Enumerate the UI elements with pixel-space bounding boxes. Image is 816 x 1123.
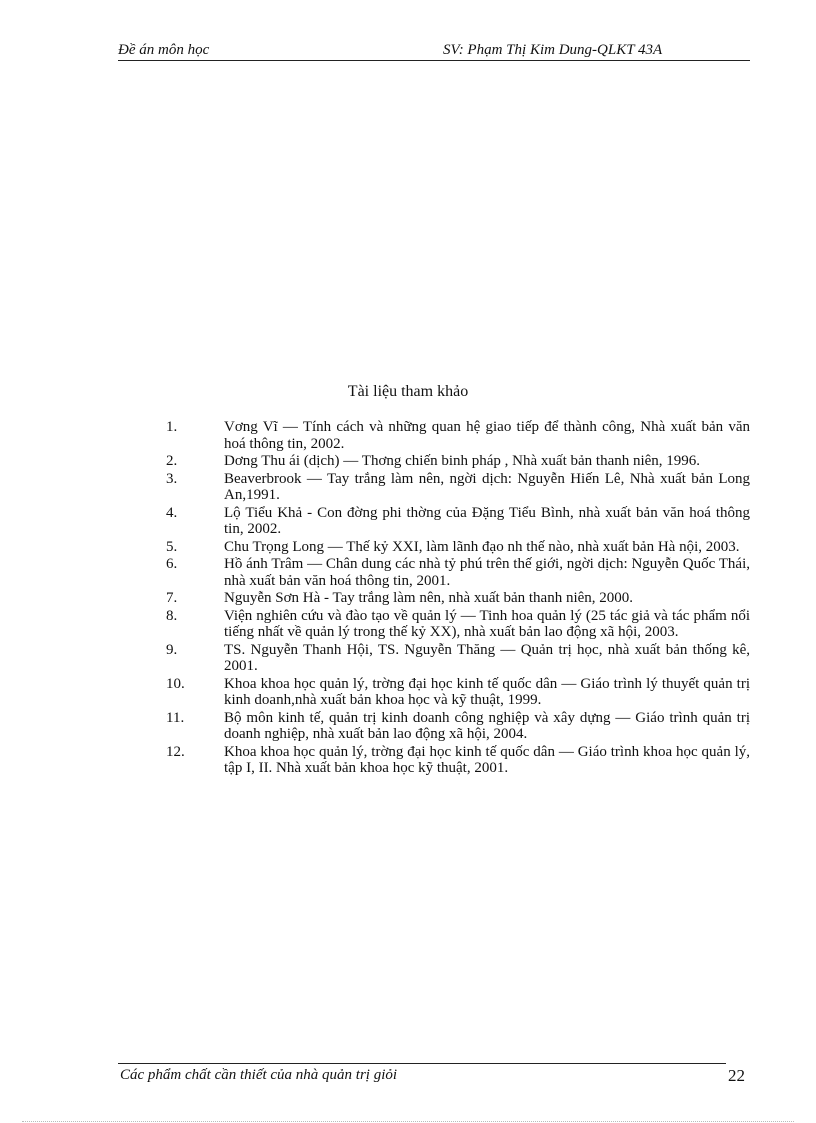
reference-text: Viện nghiên cứu và đào tạo về quản lý — Tinh hoa quản lý (25 tác giả và tác phẩm nổi tiếng nhất về quản lý trong thế kỷ XX), nhà xuất bản lao động xã hội, 2003.	[224, 607, 750, 640]
footer-document-title: Các phẩm chất cần thiết của nhà quản trị giỏi	[120, 1067, 398, 1083]
reference-item	[166, 590, 750, 607]
reference-number: 3.	[166, 470, 178, 487]
reference-text: Beaverbrook — Tay trắng làm nên, ngời dịch: Nguyễn Hiến Lê, Nhà xuất bản Long An,1991.	[224, 470, 750, 503]
reference-text: Lộ Tiểu Khả - Con đờng phi thờng của Đặng Tiểu Bình, nhà xuất bản văn hoá thông tin, 2002.	[224, 504, 750, 537]
reference-text: Bộ môn kinh tế, quản trị kinh doanh công nghiệp và xây dựng — Giáo trình quản trị doanh nghiệp, nhà xuất bản lao động xã hội, 2004.	[224, 709, 750, 742]
reference-item	[166, 642, 750, 675]
reference-item	[166, 539, 750, 556]
reference-number: 1.	[166, 419, 178, 435]
reference-number: 12.	[166, 743, 185, 760]
header-student-info: SV: Phạm Thị Kim Dung-QLKT 43A	[443, 42, 663, 58]
reference-number: 7.	[166, 590, 178, 606]
reference-number: 6.	[166, 556, 178, 572]
reference-item	[166, 419, 750, 452]
footer-divider	[118, 1063, 726, 1064]
reference-item	[166, 710, 750, 743]
reference-number: 2.	[166, 453, 178, 469]
reference-text: Vơng Vĩ — Tính cách và những quan hệ giao tiếp để thành công, Nhà xuất bản văn hoá thông tin, 2002.	[224, 419, 750, 452]
reference-text: Nguyễn Sơn Hà - Tay trắng làm nên, nhà xuất bản thanh niên, 2000.	[224, 590, 634, 606]
reference-number: 10.	[166, 675, 185, 692]
reference-item	[166, 608, 750, 641]
reference-text: Khoa khoa học quản lý, trờng đại học kinh tế quốc dân — Giáo trình khoa học quản lý, tập I, II. Nhà xuất bản khoa học kỹ thuật, 2001.	[224, 743, 750, 776]
page-header	[118, 42, 750, 61]
reference-number: 4.	[166, 504, 178, 521]
header-course-title: Đề án môn học	[118, 42, 210, 58]
reference-item	[166, 505, 750, 538]
reference-item	[166, 676, 750, 709]
reference-text: Hồ ánh Trâm — Chân dung các nhà tỷ phú trên thế giới, ngời dịch: Nguyễn Quốc Thái, nhà xuất bản văn hoá thông tin, 2001.	[224, 556, 750, 589]
reference-text: Chu Trọng Long — Thế kỷ XXI, làm lãnh đạo nh thế nào, nhà xuất bản Hà nội, 2003.	[224, 538, 740, 555]
reference-item	[166, 453, 750, 470]
reference-item	[166, 744, 750, 777]
reference-text: TS. Nguyễn Thanh Hội, TS. Nguyễn Thăng — Quản trị học, nhà xuất bản thống kê, 2001.	[224, 641, 750, 674]
reference-item	[166, 471, 750, 504]
page-bottom-border	[22, 1121, 794, 1122]
reference-number: 11.	[166, 709, 185, 726]
reference-text: Dơng Thu ái (dịch) — Thơng chiến binh pháp , Nhà xuất bản thanh niên, 1996.	[224, 453, 701, 469]
reference-text: Khoa khoa học quản lý, trờng đại học kinh tế quốc dân — Giáo trình lý thuyết quản trị kinh doanh,nhà xuất bản khoa học và kỹ thuật, 1999.	[224, 675, 750, 708]
reference-number: 5.	[166, 538, 178, 555]
reference-number: 9.	[166, 641, 178, 658]
references-title: Tài liệu tham khảo	[347, 383, 469, 400]
references-list	[166, 419, 750, 778]
page-number: 22	[728, 1066, 745, 1085]
reference-item	[166, 556, 750, 589]
reference-number: 8.	[166, 607, 178, 624]
